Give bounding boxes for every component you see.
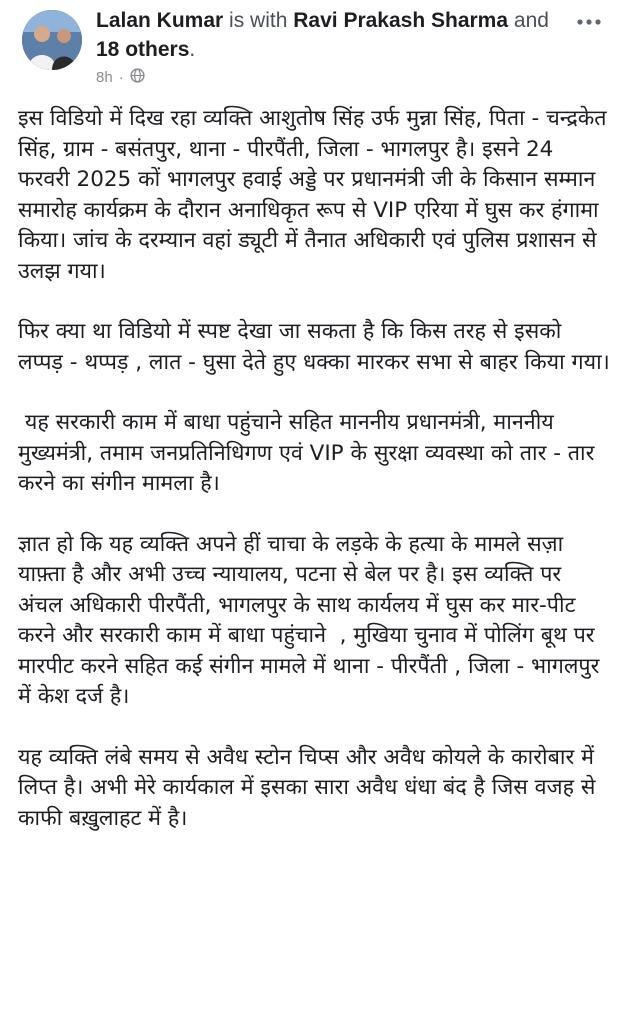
post-paragraph-4: ज्ञात हो कि यह व्यक्ति अपने हीं चाचा के लड़के के हत्या के मामले सज़ा याफ़्ता है और अभी उच्च न्यायालय, पटना से बेल पर है। इस व्यक्ति पर अंचल अधिकारी पीरपैंती, भागलपुर के साथ कार्यलय में घुस कर मार-पीट करने और सरकारी काम में बाधा पहुंचाने , मुखिया चुनाव में पोलिंग बूथ पर मारपीट करने सहित कई संगीन मामले में थाना - पीरपैंती , जिला - भागलपुर में केश दर्ज है। bbox=[18, 531, 607, 709]
globe-icon[interactable] bbox=[130, 68, 145, 87]
with-text: is with bbox=[229, 9, 288, 32]
post-meta: 8h · bbox=[96, 66, 145, 88]
tagged-person[interactable]: Ravi Prakash Sharma bbox=[293, 9, 509, 32]
and-text: and bbox=[513, 9, 549, 32]
post-paragraph-2: फिर क्या था विडियो में स्पष्ट देखा जा सकता है कि किस तरह से इसको लप्पड़ - थप्पड़ , लात - घुसा देते हुए धक्का मारकर सभा से बाहर किया गया। bbox=[18, 319, 610, 375]
post-paragraph-1: इस विडियो में दिख रहा व्यक्ति आशुतोष सिंह उर्फ मुन्ना सिंह, पिता - चन्द्रकेत सिंह, ग्राम - बसंतपुर, थाना - पीरपैंती, जिला - भागलपुर है। इसने 24 फरवरी 2025 कों भागलपुर हवाई अड्डे पर प्रधानमंत्री जी के किसान सम्मान समारोह कार्यक्रम के दौरान अनाधिकृत रूप से VIP एरिया में घुस कर हंगामा किया। जांच के दरम्यान वहां ड्यूटी में तैनात अधिकारी एवं पुलिस प्रशासन से उलझ गया। bbox=[18, 106, 614, 284]
tagged-others[interactable]: 18 others bbox=[96, 38, 190, 61]
post-body bbox=[18, 104, 614, 864]
post-paragraph-5: यह व्यक्ति लंबे समय से अवैध स्टोन चिप्स और अवैध कोयले के कारोबार में लिप्त है। अभी मेरे कार्यकाल में इसका सारा अवैध धंधा बंद है जिस वजह से काफी बख़ुलाहट में है। bbox=[18, 744, 603, 831]
post-paragraph-3: यह सरकारी काम में बाधा पहुंचाने सहित माननीय प्रधानमंत्री, माननीय मुख्यमंत्री, तमाम जनप्रतिनिधिगण एवं VIP के सुरक्षा व्यवस्था को तार - तार करने का संगीन मामला है। bbox=[18, 410, 602, 496]
post-author-line: Lalan Kumar is with Ravi Prakash Sharma and 18 others. bbox=[96, 9, 549, 61]
post-header bbox=[0, 0, 622, 100]
post-timestamp[interactable]: 8h bbox=[96, 68, 113, 86]
author-avatar[interactable] bbox=[22, 10, 82, 70]
author-name[interactable]: Lalan Kumar bbox=[96, 9, 224, 32]
more-options-icon[interactable] bbox=[574, 10, 604, 34]
